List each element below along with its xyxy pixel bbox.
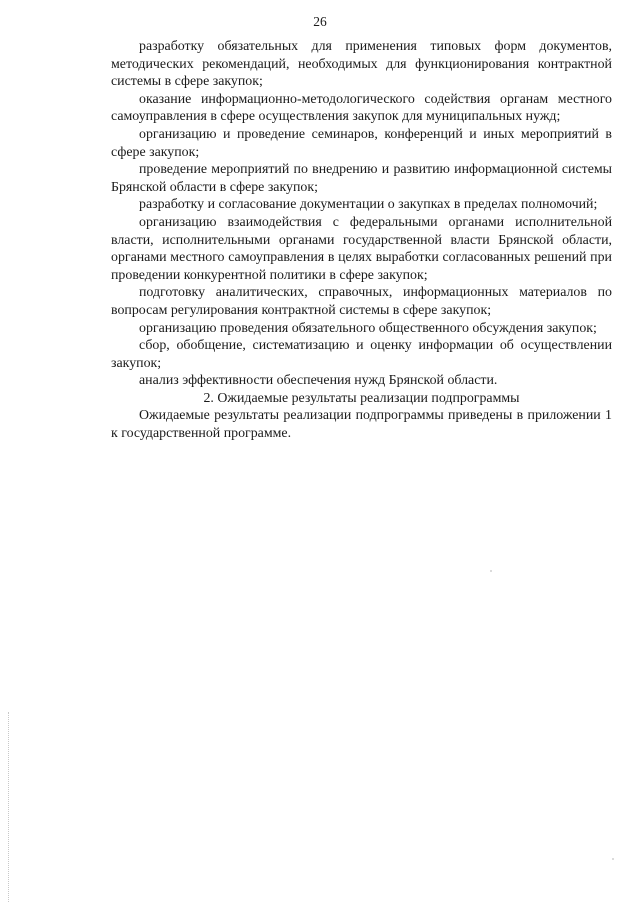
list-item: организацию взаимодействия с федеральными органами исполнительной власти, исполнительными органами государственной власти Брянской области, органами местного самоуправления в целях выработки согласованных решений при проведении конкурентной политики в сфере закупок; [111, 214, 612, 283]
document-body [111, 38, 612, 443]
scan-speck [490, 570, 492, 572]
list-item: организацию и проведение семинаров, конференций и иных мероприятий в сфере закупок; [111, 126, 612, 160]
list-item: подготовку аналитических, справочных, информационных материалов по вопросам регулирования контрактной системы в сфере закупок; [111, 285, 612, 318]
section-heading: 2. Ожидаемые результаты реализации подпрограммы [203, 390, 520, 406]
page-number: 26 [313, 14, 327, 29]
scan-margin-marks [8, 712, 15, 902]
list-item: разработку и согласование документации о закупках в пределах полномочий; [139, 197, 598, 213]
list-item: организацию проведения обязательного общественного обсуждения закупок; [139, 320, 597, 336]
list-item: анализ эффективности обеспечения нужд Брянской области. [139, 373, 498, 389]
list-item: проведение мероприятий по внедрению и развитию информационной системы Брянской области в сфере закупок; [111, 162, 612, 195]
results-paragraph: Ожидаемые результаты реализации подпрограммы приведены в приложении 1 к государственной программе. [111, 408, 612, 442]
scan-speck [612, 858, 614, 860]
list-item: сбор, обобщение, систематизацию и оценку информации об осуществлении закупок; [111, 338, 612, 371]
list-item: разработку обязательных для применения типовых форм документов, методических рекомендаций, необходимых для функционирования контрактной системы в сфере закупок; [111, 39, 612, 90]
list-item: оказание информационно-методологического содействия органам местного самоуправления в сфере осуществления закупок для муниципальных нужд; [111, 91, 612, 125]
